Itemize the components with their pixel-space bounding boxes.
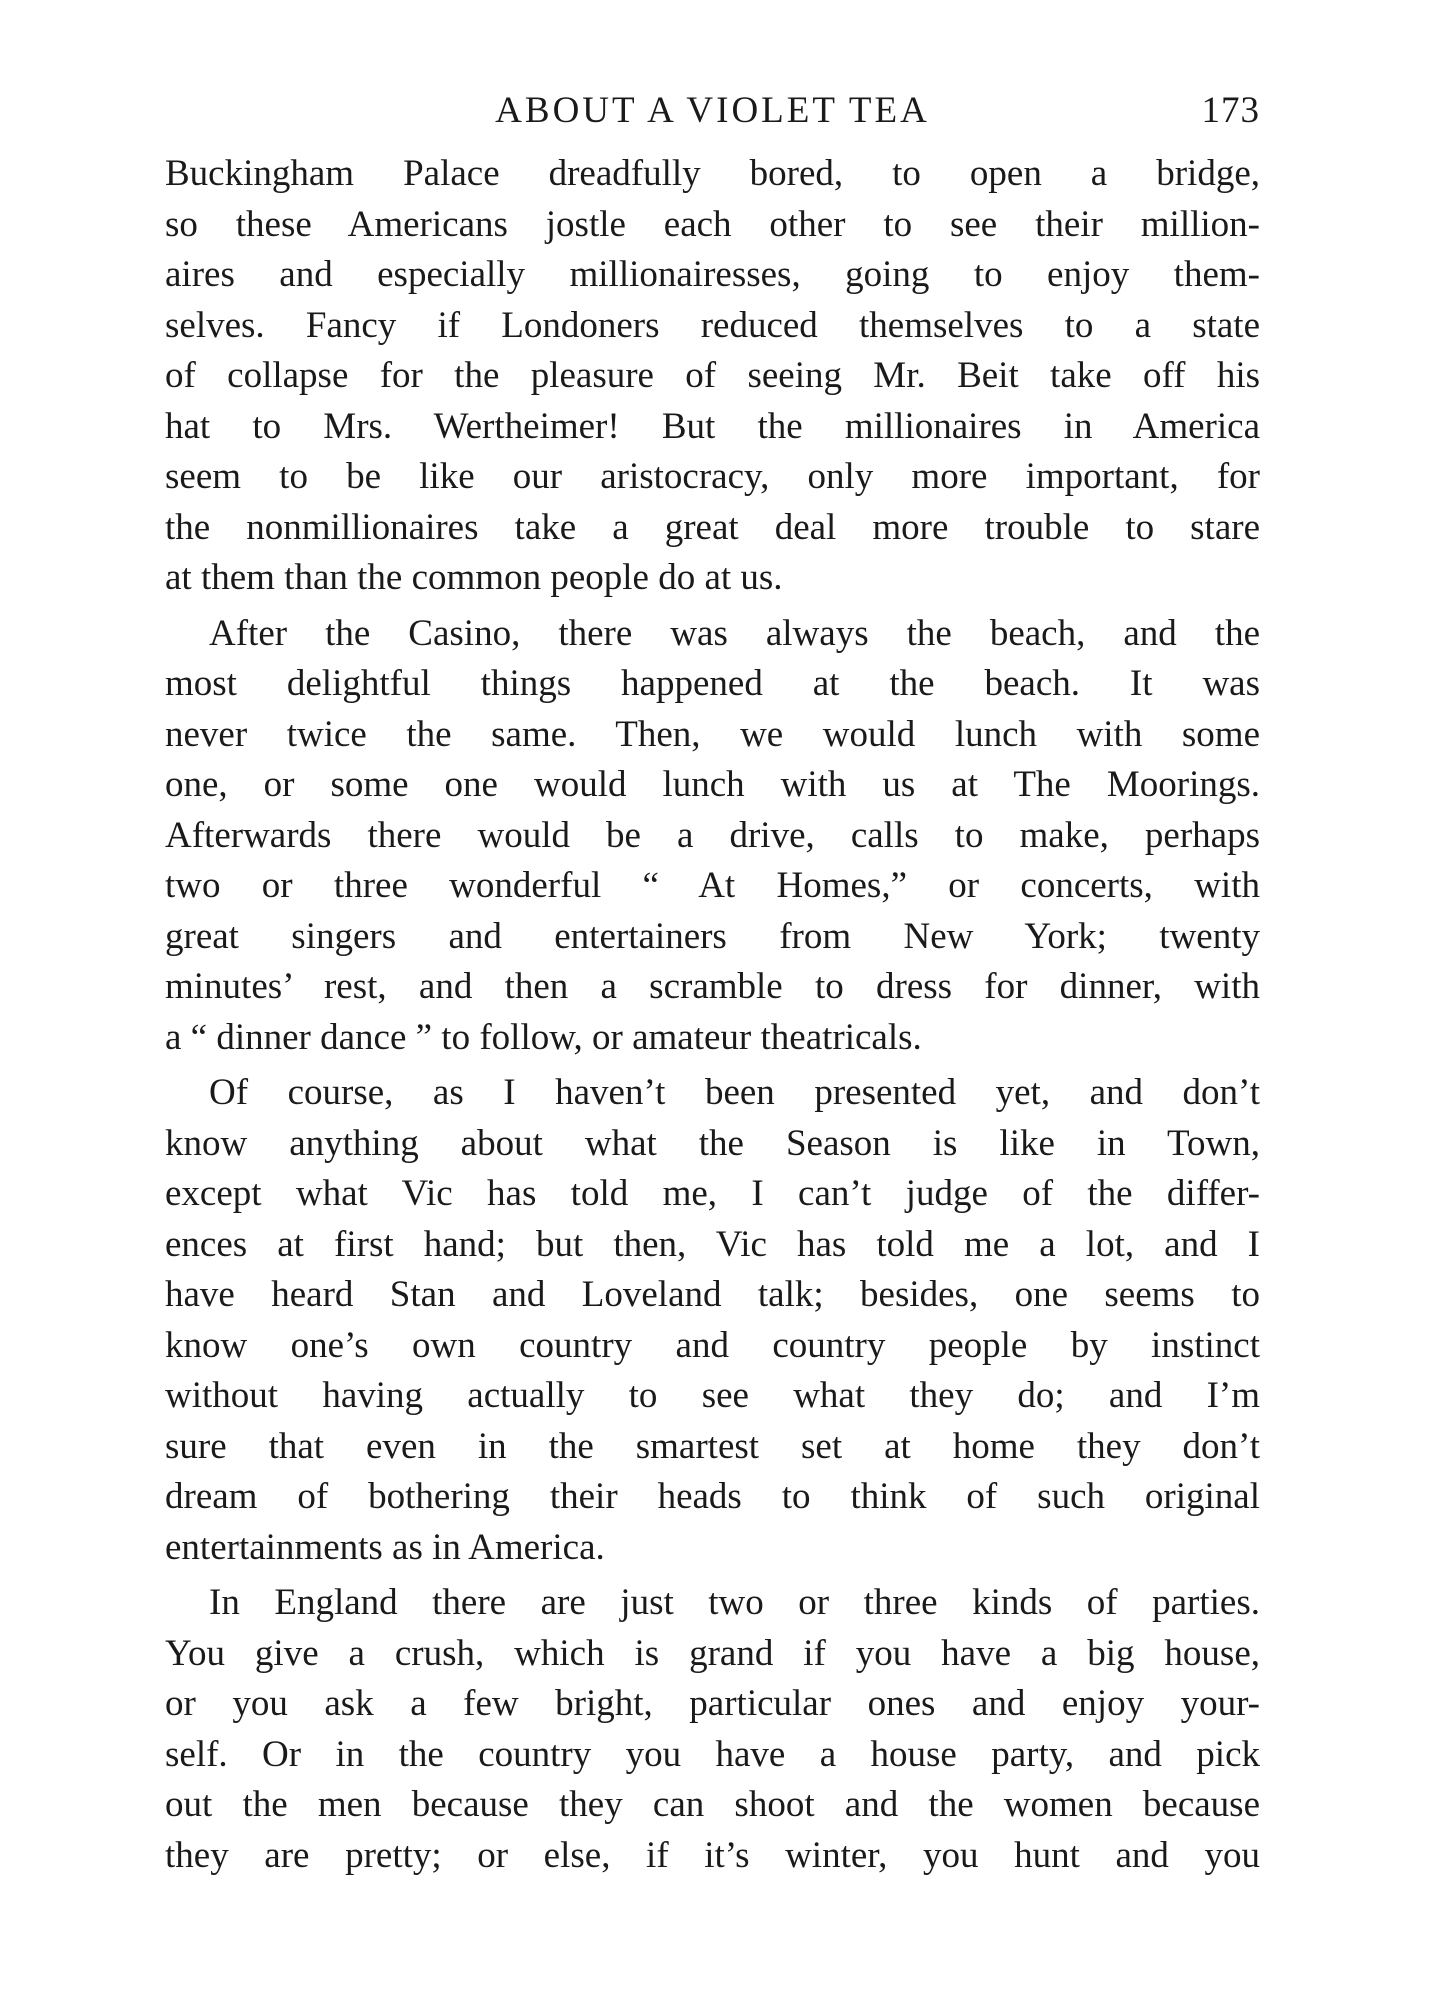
text-line: aires and especially millionairesses, going to enjoy them- <box>165 254 1260 295</box>
text-line: In England there are just two or three kinds of parties. <box>209 1582 1260 1623</box>
running-head <box>165 86 1260 136</box>
running-title: ABOUT A VIOLET TEA <box>495 90 930 131</box>
text-line: they are pretty; or else, if it’s winter, you hunt and you <box>165 1834 1260 1876</box>
text-line: self. Or in the country you have a house party, and pick <box>165 1733 1260 1775</box>
text-line: great singers and entertainers from New York; twenty <box>165 915 1260 957</box>
text-line: or you ask a few bright, particular ones and enjoy your- <box>165 1683 1260 1724</box>
text-line: know anything about what the Season is like in Town, <box>165 1122 1260 1164</box>
text-line: at them than the common people do at us. <box>165 557 783 598</box>
text-line: never twice the same. Then, we would lunch with some <box>165 713 1260 755</box>
text-line: the nonmillionaires take a great deal more trouble to stare <box>165 506 1260 548</box>
paragraph <box>165 1578 1260 1881</box>
text-line: You give a crush, which is grand if you have a big house, <box>165 1632 1260 1674</box>
text-line: Afterwards there would be a drive, calls to make, perhaps <box>165 814 1260 856</box>
text-line: After the Casino, there was always the beach, and the <box>209 612 1260 654</box>
text-line: minutes’ rest, and then a scramble to dress for dinner, with <box>165 966 1260 1007</box>
text-line: know one’s own country and country people by instinct <box>165 1324 1260 1366</box>
text-line: Buckingham Palace dreadfully bored, to open a bridge, <box>165 153 1260 194</box>
text-line: except what Vic has told me, I can’t judge of the differ- <box>165 1173 1260 1214</box>
text-line: entertainments as in America. <box>165 1526 605 1568</box>
text-line: one, or some one would lunch with us at The Moorings. <box>165 764 1260 805</box>
text-line: Of course, as I haven’t been presented yet, and don’t <box>209 1072 1260 1113</box>
text-line: sure that even in the smartest set at home they don’t <box>165 1425 1260 1467</box>
text-line: ences at first hand; but then, Vic has told me a lot, and I <box>165 1223 1260 1265</box>
text-line: two or three wonderful “ At Homes,” or concerts, with <box>165 865 1260 906</box>
text-line: dream of bothering their heads to think of such original <box>165 1476 1260 1517</box>
text-line: most delightful things happened at the beach. It was <box>165 663 1260 704</box>
paragraph <box>165 149 1260 604</box>
page-number: 173 <box>1201 90 1260 131</box>
body-text <box>165 149 1260 1881</box>
text-line: have heard Stan and Loveland talk; besides, one seems to <box>165 1274 1260 1315</box>
paragraph <box>165 1068 1260 1573</box>
text-line: out the men because they can shoot and the women because <box>165 1784 1260 1825</box>
text-line: without having actually to see what they do; and I’m <box>165 1375 1260 1416</box>
text-line: a “ dinner dance ” to follow, or amateur theatricals. <box>165 1016 922 1058</box>
text-line: so these Americans jostle each other to see their million- <box>165 203 1260 245</box>
text-line: hat to Mrs. Wertheimer! But the millionaires in America <box>165 405 1260 447</box>
text-line: seem to be like our aristocracy, only more important, for <box>165 456 1260 497</box>
text-line: selves. Fancy if Londoners reduced themselves to a state <box>165 304 1260 346</box>
paragraph <box>165 609 1260 1064</box>
text-line: of collapse for the pleasure of seeing Mr. Beit take off his <box>165 355 1260 396</box>
